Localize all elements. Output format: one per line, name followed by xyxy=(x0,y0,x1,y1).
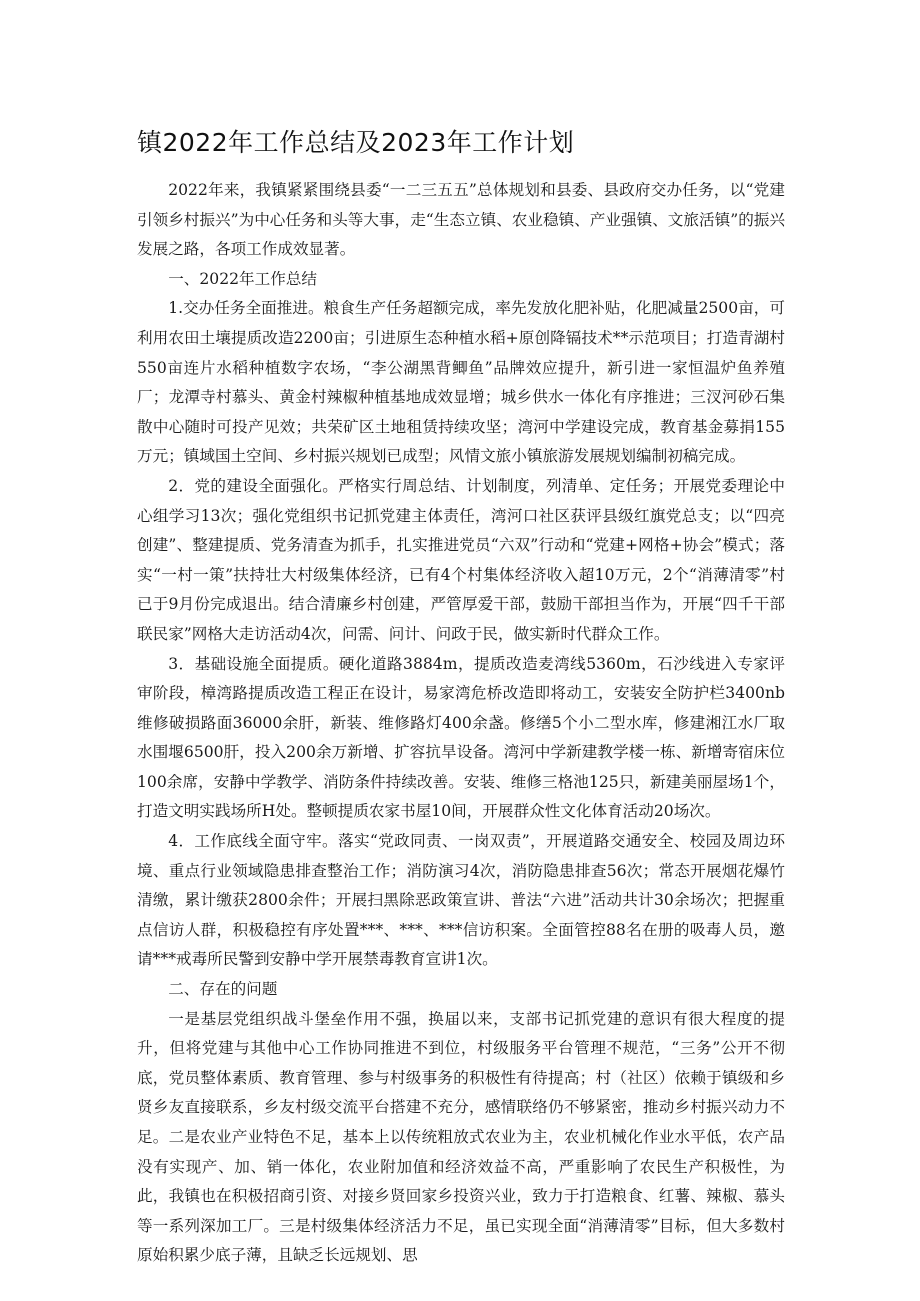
document-title: 镇2022年工作总结及2023年工作计划 xyxy=(137,128,575,157)
intro-paragraph: 2022年来，我镇紧紧围绕县委“一二三五五”总体规划和县委、县政府交办任务，以“党建引领乡村振兴”为中心任务和头等大事，走“生态立镇、农业稳镇、产业强镇、文旅活镇”的振兴发展之路，各项工作成效显著。 xyxy=(137,181,785,259)
section-heading-summary: 一、2022年工作总结 xyxy=(168,269,318,288)
summary-item-2: 2．党的建设全面强化。严格实行周总结、计划制度，列清单、定任务；开展党委理论中心组学习13次；强化党组织书记抓党建主体责任，湾河口社区获评县级红旗党总支；以“四亮创建”、整建提质、党务清查为抓手，扎实推进党员“六双”行动和“党建+网格+协会”模式；落实“一村一策”扶持壮大村级集体经济，已有4个村集体经济收入超10万元，2个“消薄清零”村已于9月份完成退出。结合清廉乡村创建，严管厚爱干部，鼓励干部担当作为，开展“四千干部联民家”网格大走访活动4次，问需、问计、问政于民，做实新时代群众工作。 xyxy=(137,476,785,643)
document-body xyxy=(137,176,785,1271)
summary-item-1: 1.交办任务全面推进。粮食生产任务超额完成，率先发放化肥补贴，化肥减量2500亩，可利用农田土壤提质改造2200亩；引进原生态种植水稻+原创降镉技术**示范项目；打造青湖村550亩连片水稻种植数字农场，“李公湖黑背鲫鱼”品牌效应提升，新引进一家恒温炉鱼养殖厂；龙潭寺村慕头、黄金村辣椒种植基地成效显增；城乡供水一体化有序推进；三汊河砂石集散中心随时可投产见效；共荣矿区土地租赁持续攻坚；湾河中学建设完成，教育基金募捐155万元；镇域国土空间、乡村振兴规划已成型；风情文旅小镇旅游发展规划编制初稿完成。 xyxy=(137,299,785,466)
section-heading-problems: 二、存在的问题 xyxy=(168,980,278,999)
summary-item-3: 3．基础设施全面提质。硬化道路3884m，提质改造麦湾线5360m，石沙线进入专家评审阶段，樟湾路提质改造工程正在设计，易家湾危桥改造即将动工，安装安全防护栏3400nb维修破损路面36000余肝，新装、维修路灯400余盏。修缮5个小二型水库，修建湘江水厂取水围堰6500肝，投入200余万新增、扩容抗旱设备。湾河中学新建教学楼一栋、新增寄宿床位100余席，安静中学教学、消防条件持续改善。安装、维修三格池125只，新建美丽屋场1个，打造文明实践场所H处。整顿提质农家书屋10间，开展群众性文化体育活动20场次。 xyxy=(137,654,785,821)
summary-item-4: 4．工作底线全面守牢。落实“党政同责、一岗双责”，开展道路交通安全、校园及周边环境、重点行业领域隐患排查整治工作；消防演习4次，消防隐患排查56次；常态开展烟花爆竹清缴，累计缴获2800余件；开展扫黑除恶政策宣讲、普法“六进”活动共计30余场次；把握重点信访人群，积极稳控有序处置***、***、***信访积案。全面管控88名在册的吸毒人员，邀请***戒毒所民警到安静中学开展禁毒教育宣讲1次。 xyxy=(137,832,785,969)
problems-paragraph: 一是基层党组织战斗堡垒作用不强，换届以来，支部书记抓党建的意识有很大程度的提升，但将党建与其他中心工作协同推进不到位，村级服务平台管理不规范，“三务”公开不彻底，党员整体素质、教育管理、参与村级事务的积极性有待提高；村（社区）依赖于镇级和乡贤乡友直接联系，乡友村级交流平台搭建不充分，感情联络仍不够紧密，推动乡村振兴动力不足。二是农业产业特色不足，基本上以传统粗放式农业为主，农业机械化作业水平低，农产品没有实现产、加、销一体化，农业附加值和经济效益不高，严重影响了农民生产积极性，为此，我镇也在积极招商引资、对接乡贤回家乡投资兴业，致力于打造粮食、红薯、辣椒、慕头等一系列深加工厂。三是村级集体经济活力不足，虽已实现全面“消薄清零”目标，但大多数村原始积累少底子薄，且缺乏长远规划、思 xyxy=(137,1009,785,1265)
